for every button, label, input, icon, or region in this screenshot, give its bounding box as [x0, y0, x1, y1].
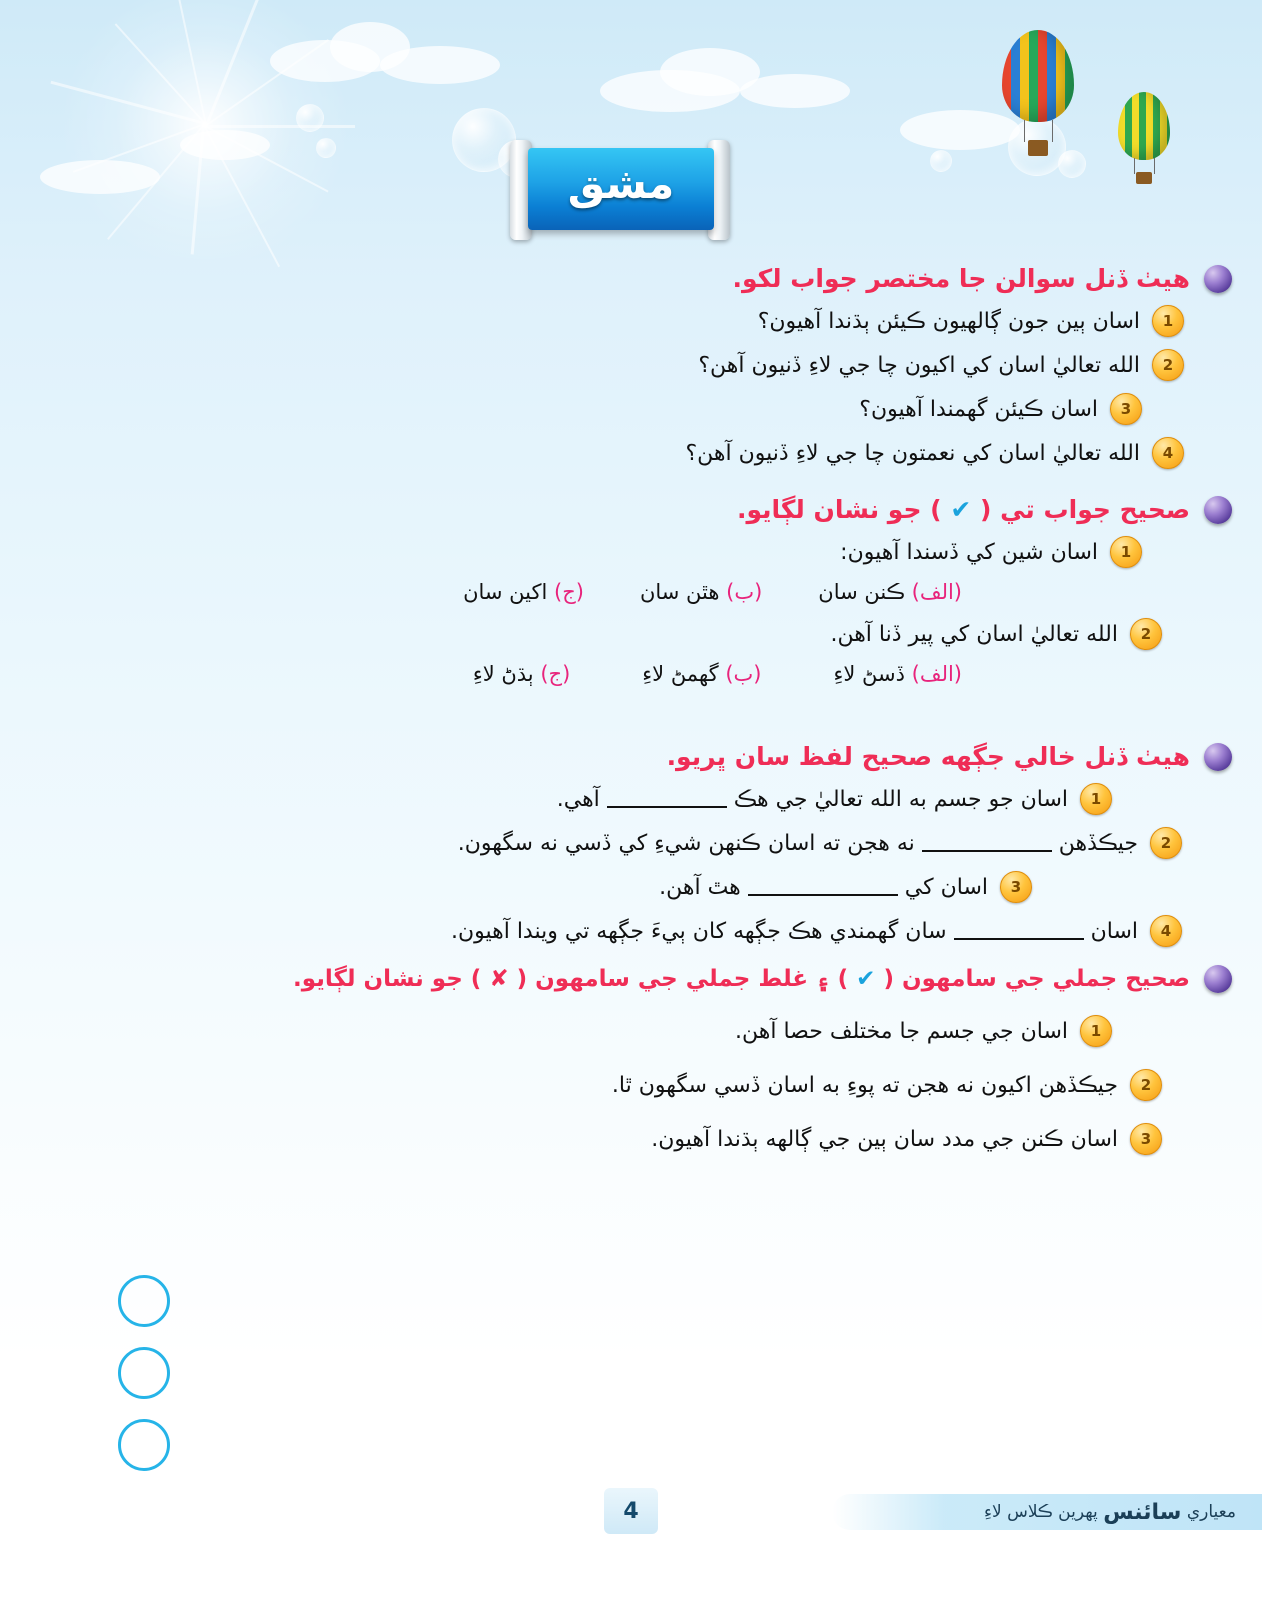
option-label: (الف) [911, 662, 962, 686]
question-number: 3 [1130, 1123, 1162, 1155]
question-text: الله تعاليٰ اسان کي نعمتون چا جي لاءِ ڏنيون آهن؟ [685, 440, 1140, 466]
answer-circle[interactable] [118, 1275, 170, 1327]
imprint-prefix: معياري [1186, 1502, 1236, 1522]
section-heading-text: هيٺ ڏنل خالي جڳهه صحيح لفظ سان ڀريو. [666, 742, 1190, 771]
question-text [659, 875, 988, 900]
question-text [458, 831, 1138, 856]
hot-air-balloon [1118, 92, 1170, 192]
worksheet-content [0, 250, 1262, 1177]
option-row [0, 580, 1262, 604]
cloud [380, 46, 500, 84]
sentence-before-blank: اسان [1090, 918, 1138, 944]
section-heading-text [293, 966, 1190, 992]
sentence-after-blank: آهي. [556, 786, 600, 812]
bubble [316, 138, 336, 158]
section-heading [0, 264, 1262, 293]
cross-mark-icon: ✘ [489, 966, 509, 992]
cloud [740, 74, 850, 108]
answer-circle[interactable] [118, 1419, 170, 1471]
question-text: اسان جي جسم جا مختلف حصا آهن. [735, 1018, 1068, 1044]
imprint-suffix: پهرين ڪلاس لاءِ [984, 1502, 1098, 1522]
section-fill-blanks [0, 742, 1262, 947]
footer-imprint [832, 1494, 1262, 1530]
sphere-bullet-icon [1204, 743, 1232, 771]
cloud [40, 160, 160, 194]
question-item [0, 349, 1262, 381]
option-alif[interactable] [833, 662, 962, 686]
heading-part-b: ) ۽ غلط جملي جي سامهون ( [516, 966, 849, 992]
sphere-bullet-icon [1204, 265, 1232, 293]
option-label: (ب) [725, 662, 762, 686]
question-text: اسان شين کي ڏسندا آهيون: [840, 539, 1098, 565]
heading-part-a: صحيح جملي جي سامهون ( [883, 966, 1190, 992]
section-tick-correct [0, 495, 1262, 686]
heading-part-c: ) جو نشان لڳايو. [293, 966, 482, 992]
exercise-banner [510, 140, 730, 240]
sentence-before-blank: اسان جو جسم به الله تعاليٰ جي هڪ [733, 786, 1068, 812]
question-item [0, 1015, 1262, 1047]
question-number: 1 [1152, 305, 1184, 337]
sun-ray [173, 0, 207, 125]
section-heading-text: هيٺ ڏنل سوالن جا مختصر جواب لکو. [732, 264, 1190, 293]
sentence-after-blank: نه هجن ته اسان ڪنهن شيءِ کي ڏسي نه سگهون. [457, 830, 915, 856]
question-item [0, 618, 1262, 650]
option-value: گهمڻ لاءِ [642, 662, 719, 686]
question-item [0, 437, 1262, 469]
sphere-bullet-icon [1204, 496, 1232, 524]
bubble [296, 104, 324, 132]
option-label: (الف) [911, 580, 962, 604]
section-heading [0, 742, 1262, 771]
check-mark-icon: ✔ [856, 966, 876, 992]
question-text [451, 919, 1138, 944]
hot-air-balloon [1002, 30, 1074, 162]
option-be[interactable] [640, 580, 762, 604]
question-number: 3 [1110, 393, 1142, 425]
question-item [0, 783, 1262, 815]
sun-ray [205, 0, 262, 126]
question-number: 1 [1080, 1015, 1112, 1047]
option-label: (ج) [540, 662, 571, 686]
option-be[interactable] [642, 662, 761, 686]
banner-title: مشق [567, 159, 675, 208]
sphere-bullet-icon [1204, 965, 1232, 993]
question-number: 4 [1152, 437, 1184, 469]
sentence-before-blank: جيڪڏهن [1058, 830, 1138, 856]
option-value: ٻڌڻ لاءِ [472, 662, 534, 686]
page-number: 4 [604, 1488, 658, 1534]
option-label: (ج) [554, 580, 584, 604]
bubble [930, 150, 952, 172]
cloud [180, 130, 270, 160]
answer-blank[interactable] [954, 938, 1084, 940]
question-item [0, 1123, 1262, 1155]
sun-ray [115, 23, 207, 125]
question-item [0, 915, 1262, 947]
sun-ray [205, 125, 355, 128]
section-heading-text [737, 495, 1190, 524]
option-label: (ب) [726, 580, 763, 604]
option-jeem[interactable] [473, 662, 570, 686]
imprint-main: سائنس [1103, 1499, 1182, 1525]
option-value: اکين سان [463, 580, 548, 604]
option-alif[interactable] [818, 580, 962, 604]
option-row [0, 662, 1262, 686]
option-value: ڪنن سان [818, 580, 905, 604]
option-value: هٿن سان [639, 580, 720, 604]
section-true-false [0, 965, 1262, 1155]
question-number: 2 [1150, 827, 1182, 859]
answer-blank[interactable] [922, 850, 1052, 852]
check-mark-icon: ✔ [950, 495, 972, 524]
answer-circle[interactable] [118, 1347, 170, 1399]
sentence-after-blank: سان گهمندي هڪ جڳهه کان ٻيءَ جڳهه تي ويندا آهيون. [450, 918, 947, 944]
section-short-answers [0, 264, 1262, 469]
question-text: الله تعاليٰ اسان کي پير ڏنا آهن. [830, 621, 1118, 647]
question-text: اسان ٻين جون ڳالهيون ڪيئن ٻڌندا آهيون؟ [757, 308, 1140, 334]
question-number: 2 [1130, 1069, 1162, 1101]
section-heading [0, 495, 1262, 524]
section-heading [0, 965, 1262, 993]
question-text: جيڪڏهن اکيون نه هجن ته پوءِ به اسان ڏسي سگهون ٿا. [611, 1072, 1118, 1098]
answer-circle-column [118, 1275, 170, 1491]
heading-part-after: ) جو نشان لڳايو. [736, 495, 942, 524]
sentence-after-blank: هٿ آهن. [659, 874, 741, 900]
question-item [0, 1069, 1262, 1101]
question-item [0, 393, 1262, 425]
sentence-before-blank: اسان کي [904, 874, 988, 900]
question-number: 2 [1130, 618, 1162, 650]
answer-blank[interactable] [748, 894, 898, 896]
question-number: 1 [1110, 536, 1142, 568]
question-number: 3 [1000, 871, 1032, 903]
question-text: اسان ڪنن جي مدد سان ٻين جي ڳالهه ٻڌندا آهيون. [651, 1126, 1118, 1152]
sun-ray [50, 81, 205, 125]
question-item [0, 305, 1262, 337]
question-text: اسان ڪيئن گهمندا آهيون؟ [859, 396, 1098, 422]
question-item [0, 536, 1262, 568]
question-text: الله تعاليٰ اسان کي اکيون چا جي لاءِ ڏنيون آهن؟ [698, 352, 1140, 378]
question-item [0, 871, 1262, 903]
question-number: 1 [1080, 783, 1112, 815]
page-footer [0, 1484, 1262, 1544]
question-number: 2 [1152, 349, 1184, 381]
question-number: 4 [1150, 915, 1182, 947]
question-text [557, 787, 1068, 812]
banner-ribbon [528, 148, 714, 230]
heading-part-before: صحيح جواب تي ( [980, 495, 1190, 524]
option-value: ڏسڻ لاءِ [833, 662, 905, 686]
answer-blank[interactable] [607, 806, 727, 808]
question-item [0, 827, 1262, 859]
option-jeem[interactable] [463, 580, 584, 604]
